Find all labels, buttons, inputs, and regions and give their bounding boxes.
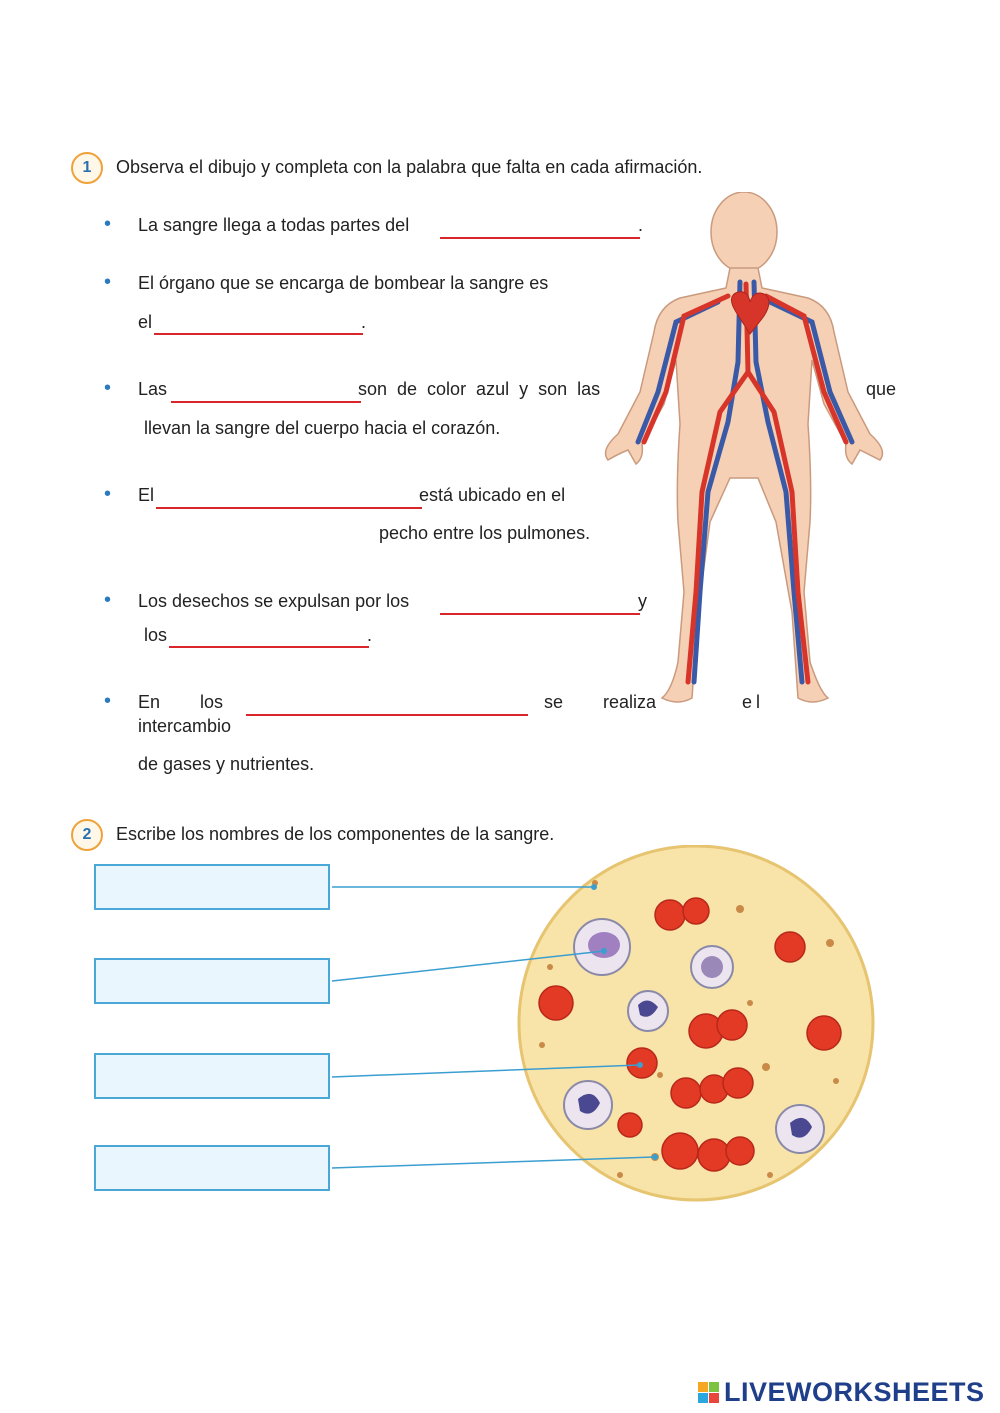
s5-text-after2: . xyxy=(367,625,373,645)
s1-text-after: . xyxy=(638,215,644,235)
exercise-1-instruction: Observa el dibujo y completa con la palabra que falta en cada afirmación. xyxy=(116,157,703,177)
answer-blank-6[interactable] xyxy=(169,620,369,648)
s4-text-before: El xyxy=(138,485,155,505)
component-answer-box-3[interactable] xyxy=(94,1053,330,1099)
logo-square-4 xyxy=(709,1393,719,1403)
footer-brand: LIVEWORKSHEETS xyxy=(724,1377,985,1407)
bullet-4: • xyxy=(104,483,112,505)
blood-sample-illustration xyxy=(330,845,880,1205)
exercise-2-number: 2 xyxy=(71,819,103,851)
logo-square-3 xyxy=(698,1393,708,1403)
answer-blank-4[interactable] xyxy=(156,481,422,509)
component-answer-box-4[interactable] xyxy=(94,1145,330,1191)
circulatory-system-illustration xyxy=(598,192,890,707)
s6-text-line3: de gases y nutrientes. xyxy=(138,754,315,774)
bullet-5: • xyxy=(104,589,112,611)
exercise-1-number: 1 xyxy=(71,152,103,184)
logo-square-1 xyxy=(698,1382,708,1392)
s6-word-en: En xyxy=(138,692,161,712)
logo-square-2 xyxy=(709,1382,719,1392)
s6-word-realiza: realiza xyxy=(603,692,657,712)
s3-text-tail: que xyxy=(866,379,897,399)
s6-word-se: se xyxy=(544,692,564,712)
s3-text-middle: son de color azul y son las xyxy=(358,379,601,399)
answer-blank-2[interactable] xyxy=(154,307,363,335)
answer-blank-3[interactable] xyxy=(171,375,361,403)
s6-word-intercambio: intercambio xyxy=(138,716,232,736)
component-answer-box-2[interactable] xyxy=(94,958,330,1004)
body-silhouette xyxy=(606,192,883,702)
bullet-6: • xyxy=(104,690,112,712)
exercise-2-instruction: Escribe los nombres de los componentes de la sangre. xyxy=(116,824,555,844)
s4-text-line2: pecho entre los pulmones. xyxy=(379,523,591,543)
s1-text-before: La sangre llega a todas partes del xyxy=(138,215,410,235)
s2-text-line1: El órgano que se encarga de bombear la sangre es xyxy=(138,273,549,293)
s5-text-before2: los xyxy=(144,625,168,645)
s4-text-after: está ubicado en el xyxy=(419,485,566,505)
s2-text-before: el xyxy=(138,312,153,332)
s2-text-after: . xyxy=(361,312,367,332)
bullet-2: • xyxy=(104,271,112,293)
bullet-1: • xyxy=(104,213,112,235)
s6-word-el: el xyxy=(742,692,765,712)
s5-text-before: Los desechos se expulsan por los xyxy=(138,591,410,611)
s3-text-line2: llevan la sangre del cuerpo hacia el corazón. xyxy=(144,418,501,438)
bullet-3: • xyxy=(104,377,112,399)
s5-text-after: y xyxy=(638,591,647,611)
s6-word-los: los xyxy=(200,692,224,712)
component-answer-box-1[interactable] xyxy=(94,864,330,910)
s3-text-before: Las xyxy=(138,379,168,399)
answer-blank-7[interactable] xyxy=(246,688,528,716)
